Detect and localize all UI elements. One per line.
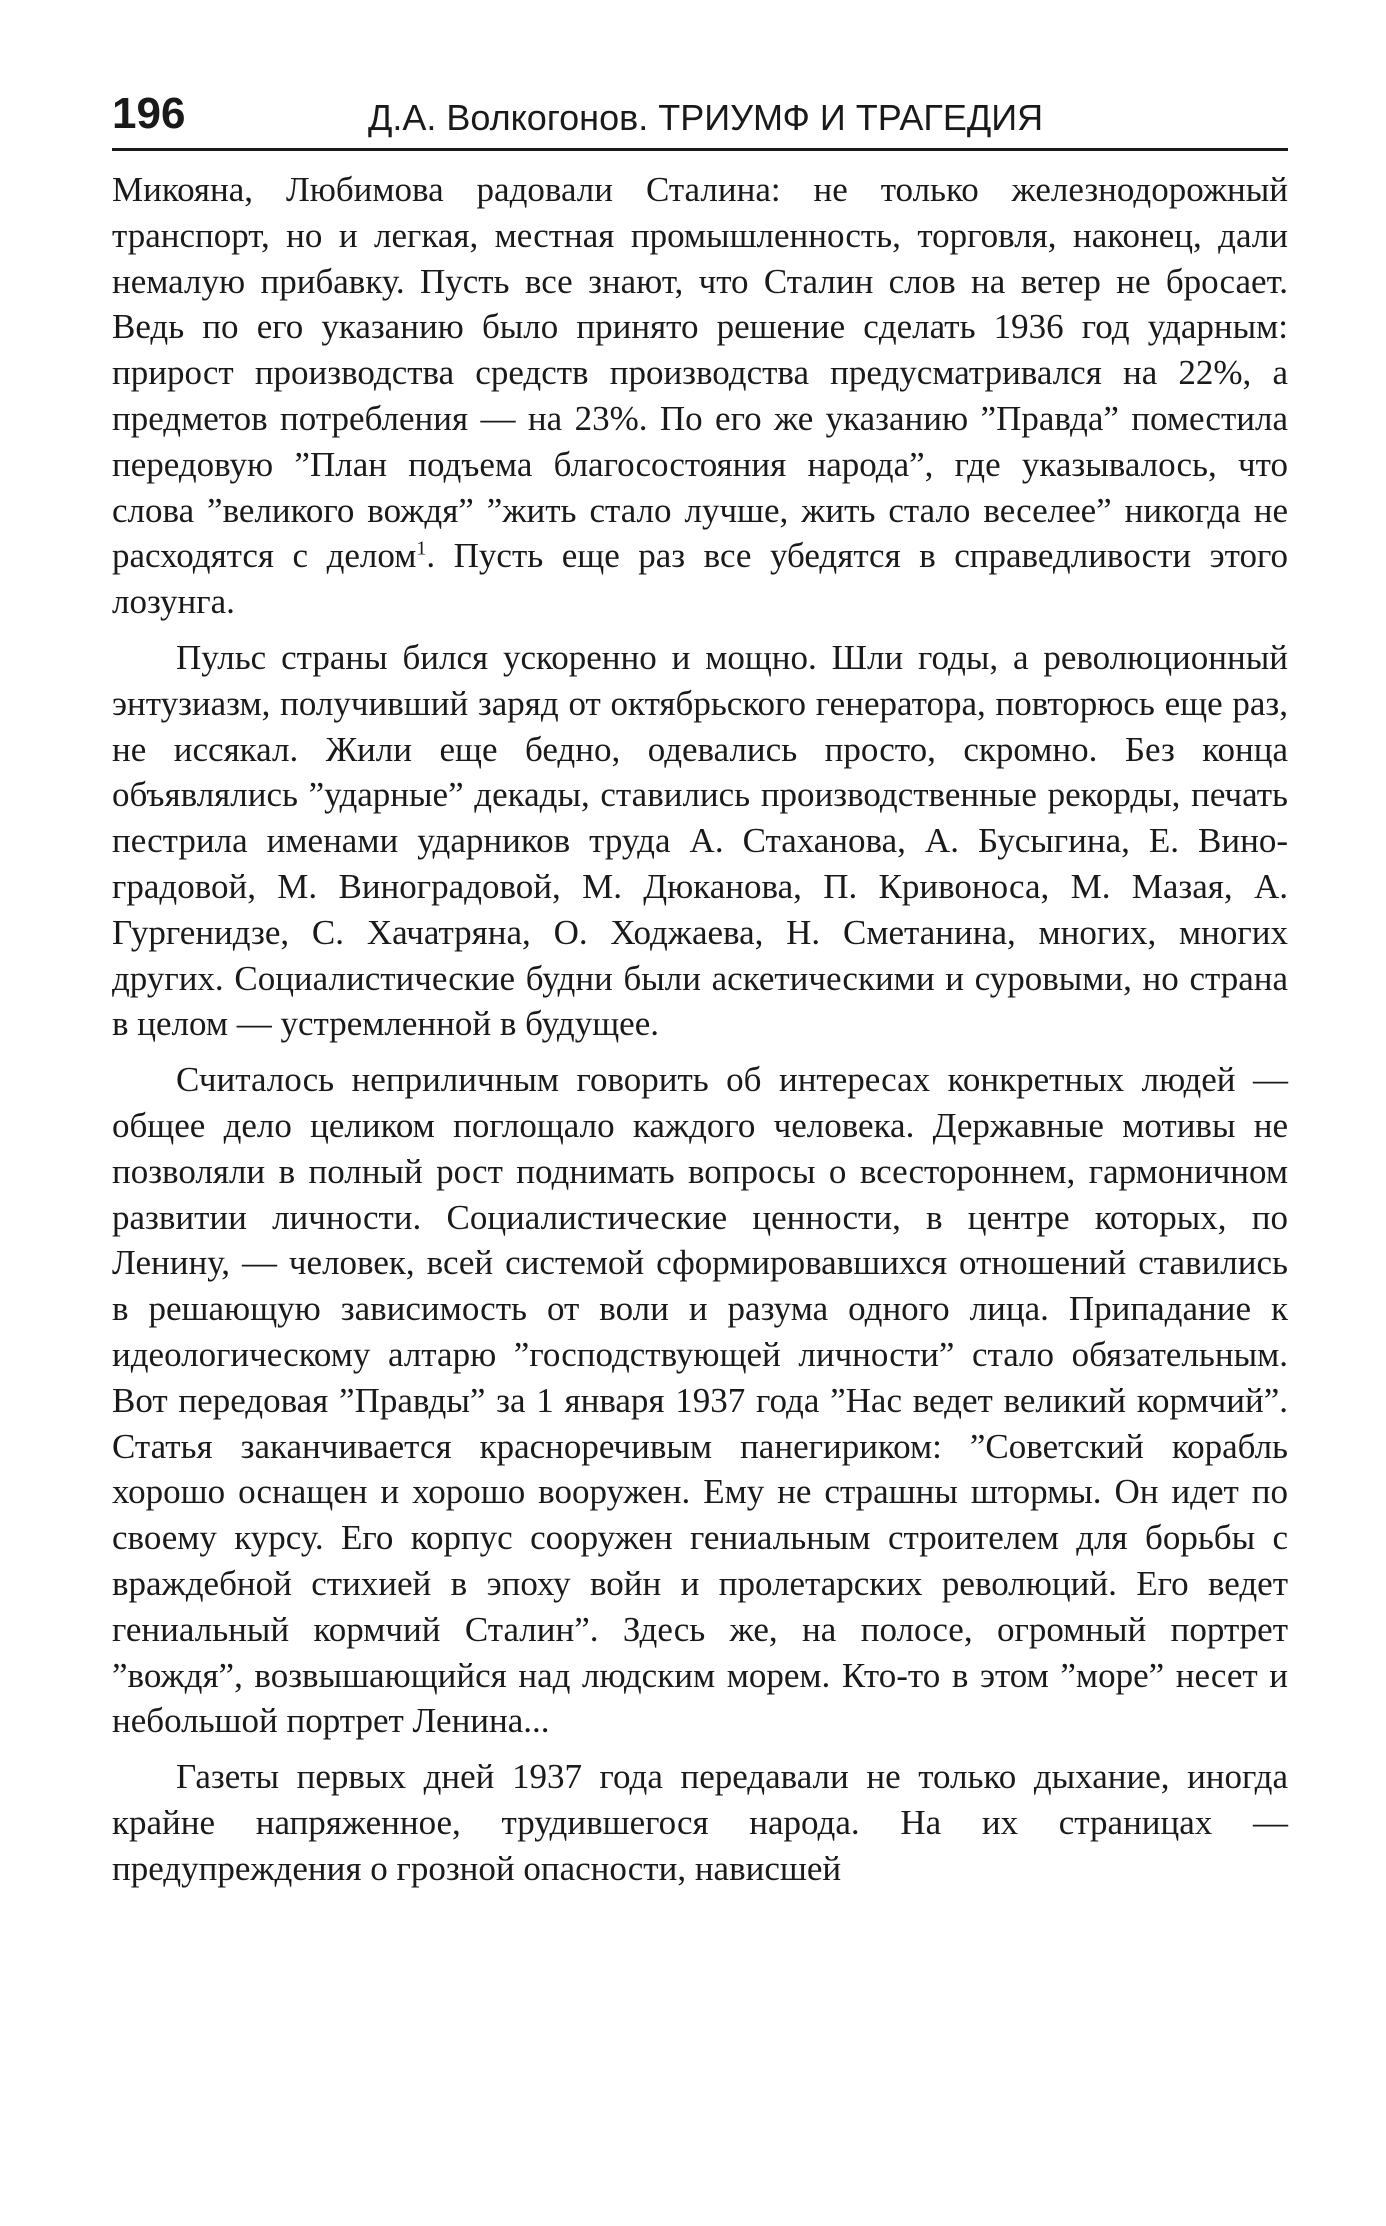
paragraph-1-text-a: Микояна, Любимова радовали Сталина: не только железнодорожный транспорт, но и легкая, местная промышленность, торговля, наконец, дали немалую прибавку. Пусть все знают, что Сталин слов на ветер не бросает. Ведь по его указанию было принято решение сделать 1936 год ударным: прирост производства средств производства предусматривался на 22%, а предметов потребления — на 23%. По его же указанию ”Правда” поместила передовую ”План подъема благосостояния народа”, где указывалось, что слова ”великого вождя” ”жить стало лучше, жить стало веселее” никогда не расходятся с делом <box>112 170 1288 576</box>
page-number: 196 <box>112 89 186 138</box>
body-text <box>112 167 1288 1891</box>
paragraph-4: Газеты первых дней 1937 года передавали не только дыхание, иногда крайне напряженное, трудившегося народа. На их страницах — предупреждения о грозной опасности, нависшей <box>112 1757 1288 1888</box>
page-header <box>112 89 1288 151</box>
paragraph-3: Считалось неприличным говорить об интересах конкретных людей — общее дело целиком поглощало каждого человека. Державные мотивы не позволяли в полный рост поднимать вопросы о всестороннем, гармоничном развитии личности. Социалистические ценности, в центре которых, по Ленину, — человек, всей системой сформировавшихся отношений ставились в решающую зависимость от воли и разума одного лица. Припадание к идеологическому алтарю ”господствующей личности” стало обязательным. Вот передовая ”Правды” за 1 января 1937 года ”Нас ведет великий кормчий”. Статья заканчивается красноречивым панегириком: ”Советский корабль хорошо оснащен и хорошо вооружен. Ему не страшны штормы. Он идет по своему курсу. Его корпус сооружен гениальным строителем для борьбы с враждебной стихией в эпоху войн и пролетарских революций. Его ведет гениальный кормчий Сталин”. Здесь же, на полосе, огромный портрет ”вождя”, возвышающийся над людским морем. Кто-то в этом ”море” несет и небольшой портрет Ленина... <box>112 1060 1288 1741</box>
paragraph-1-text-b: . Пусть еще раз все убедятся в справедливости этого лозунга. <box>112 536 1288 622</box>
book-page <box>112 89 1288 1891</box>
paragraph-1 <box>112 167 1288 625</box>
footnote-ref[interactable]: 1 <box>416 537 427 560</box>
running-head: Д.А. Волкогонов. ТРИУМФ И ТРАГЕДИЯ <box>368 97 1044 138</box>
paragraph-2: Пульс страны бился ускоренно и мощно. Шли годы, а революционный энтузиазм, получивший заряд от октябрьского генератора, повторюсь еще раз, не иссякал. Жили еще бедно, одевались просто, скромно. Без конца объявлялись ”ударные” декады, ставились производственные рекорды, печать пестрила именами ударников труда А. Стаханова, А. Бусыгина, Е. Виноградовой, М. Виноградовой, М. Дюканова, П. Кривоноса, М. Мазая, А. Гургенидзе, С. Хачатряна, О. Ходжаева, Н. Сметанина, многих, многих других. Социалистические будни были аскетическими и суровыми, но страна в целом — устремленной в будущее. <box>112 637 1288 1044</box>
